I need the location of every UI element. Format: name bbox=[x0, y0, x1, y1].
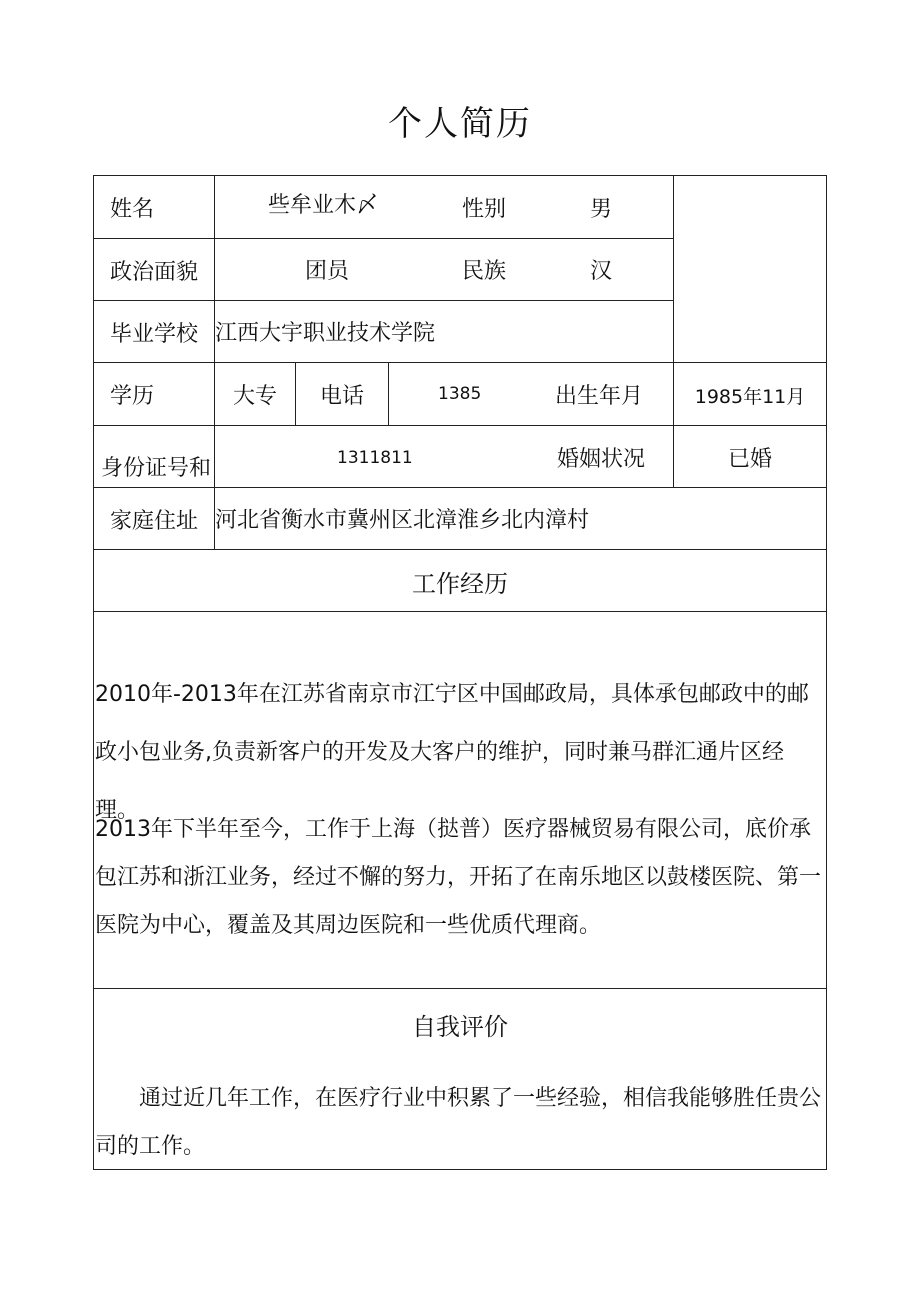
work-paragraph-1: 2010年-2013年在江苏省南京市江宁区中国邮政局，具体承包邮政中的邮政小包业务,负责新客户的开发及大客户的维护，同时兼马群汇通片区经理。 bbox=[95, 682, 809, 823]
ethnicity-label: 民族 bbox=[462, 259, 507, 284]
education-value: 大专 bbox=[233, 384, 278, 409]
address-value: 河北省衡水市冀州区北漳淮乡北内漳村 bbox=[215, 508, 590, 533]
row-divider bbox=[93, 611, 827, 612]
row-divider bbox=[93, 425, 827, 426]
phone-value: 1385 bbox=[438, 384, 482, 404]
marital-value: 已婚 bbox=[727, 447, 772, 472]
id-value: 1311811 bbox=[337, 448, 413, 468]
self-eval-heading: 自我评价 bbox=[412, 1013, 508, 1041]
col-divider bbox=[673, 175, 674, 487]
row-divider bbox=[93, 238, 673, 239]
address-label: 家庭住址 bbox=[110, 509, 199, 534]
education-label: 学历 bbox=[110, 384, 155, 409]
row-divider bbox=[93, 988, 827, 989]
work-heading: 工作经历 bbox=[412, 570, 508, 598]
row-divider bbox=[93, 362, 827, 363]
self-eval-text: 通过近几年工作，在医疗行业中积累了一些经验，相信我能够胜任贵公司的工作。 bbox=[95, 1086, 822, 1159]
birth-label: 出生年月 bbox=[555, 384, 644, 409]
name-label: 姓名 bbox=[110, 197, 155, 222]
row-divider bbox=[93, 549, 827, 550]
ethnicity-value: 汉 bbox=[590, 259, 613, 284]
col-divider bbox=[388, 362, 389, 425]
row-divider bbox=[93, 487, 827, 488]
phone-label: 电话 bbox=[320, 384, 365, 409]
school-label: 毕业学校 bbox=[110, 322, 199, 347]
col-divider bbox=[214, 175, 215, 549]
political-value: 团员 bbox=[305, 259, 350, 284]
birth-value: 1985年11月 bbox=[694, 386, 806, 408]
gender-value: 男 bbox=[590, 197, 613, 222]
name-value: 些牟业木〆 bbox=[268, 193, 379, 218]
col-divider bbox=[295, 362, 296, 425]
row-divider bbox=[93, 300, 673, 301]
political-label: 政治面貌 bbox=[110, 260, 199, 285]
work-paragraph-2: 2013年下半年至今，工作于上海（挞普）医疗器械贸易有限公司，底价承包江苏和浙江业务，经过不懈的努力，开拓了在南乐地区以鼓楼医院、第一医院为中心，覆盖及其周边医院和一些优质代理商。 bbox=[95, 817, 822, 938]
gender-label: 性别 bbox=[462, 197, 507, 222]
marital-label: 婚姻状况 bbox=[557, 447, 646, 472]
school-value: 江西大宇职业技术学院 bbox=[215, 321, 436, 346]
resume-title: 个人简历 bbox=[388, 104, 532, 144]
id-label: 身份证号和 bbox=[101, 456, 212, 481]
